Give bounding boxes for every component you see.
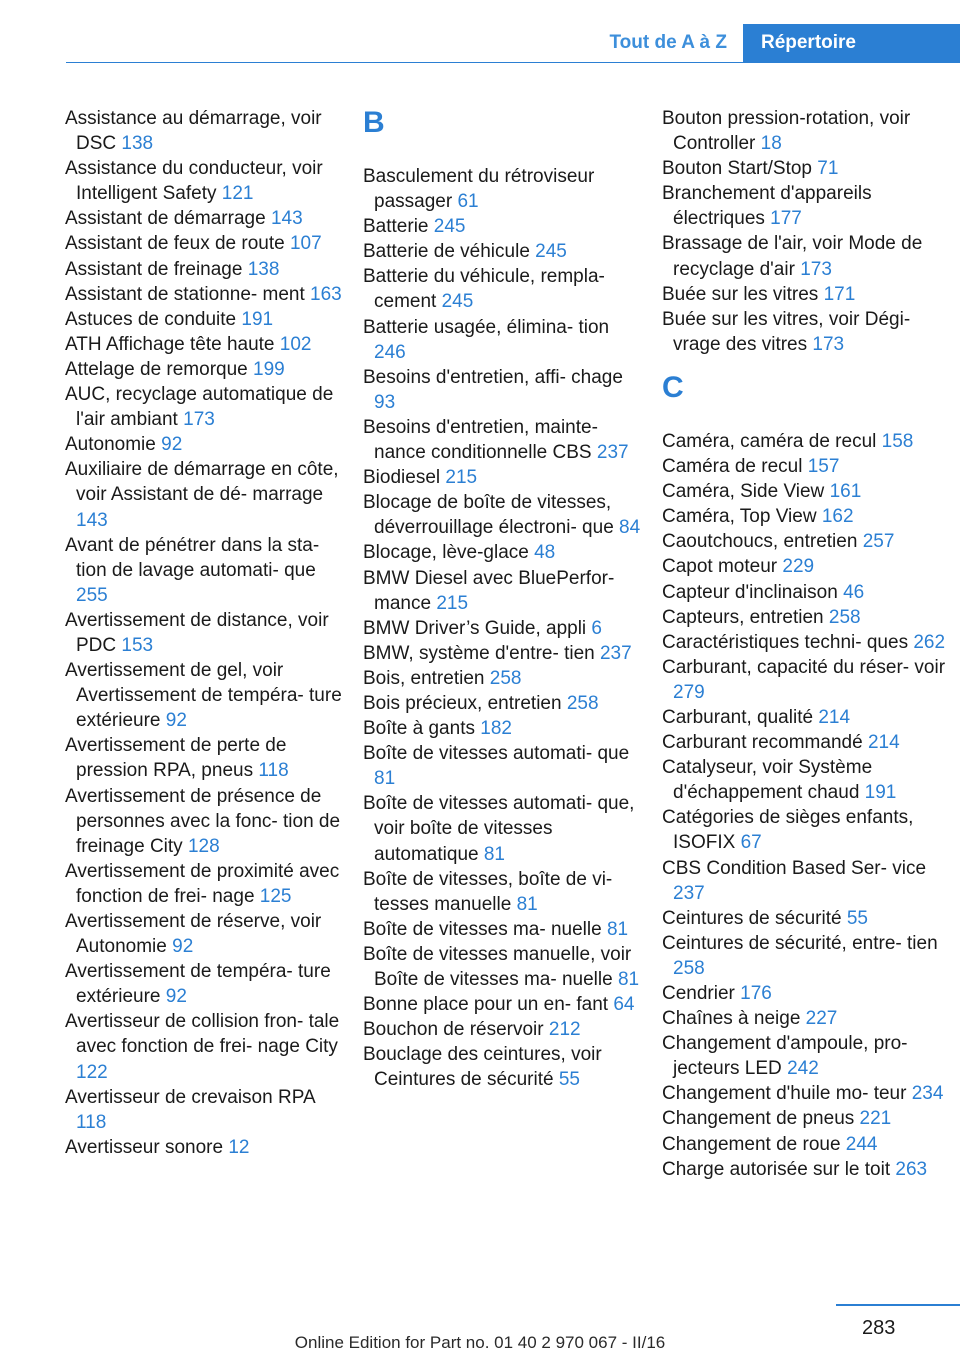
index-entry [65,357,347,382]
entry-text: Bouchon de réservoir [363,1019,544,1041]
entry-page-link[interactable]: 171 [823,283,856,305]
index-entry [363,641,645,666]
entry-page-link[interactable]: 237 [596,442,629,464]
entry-page-link[interactable]: 229 [782,556,815,578]
entry-page-link[interactable]: 246 [374,341,406,363]
entry-text: Ceintures de sécurité, entre‐ tien [662,932,938,954]
index-entry [662,655,952,705]
entry-text: Besoins d'entretien, mainte‐ nance conditionnelle CBS [363,416,598,464]
entry-text: Assistant de feux de route [65,233,285,255]
index-entry [363,867,645,917]
entry-page-link[interactable]: 118 [258,760,289,782]
index-entry [662,1157,952,1182]
entry-page-link[interactable]: 199 [253,358,285,380]
entry-page-link[interactable]: 257 [862,531,895,553]
page-number: 283 [862,1317,896,1339]
entry-text: Assistant de démarrage [65,208,266,230]
index-entry [363,1042,645,1092]
index-entry [363,942,645,992]
entry-page-link[interactable]: 93 [374,391,396,413]
entry-text: Bonne place pour un en‐ fant [363,994,609,1016]
entry-page-link[interactable]: 55 [846,907,868,929]
index-entry [363,716,645,741]
index-column-3 [662,106,952,1182]
entry-text: Blocage, lève-glace [363,542,529,564]
index-entry [65,156,347,206]
entry-page-link[interactable]: 81 [617,969,640,990]
tab-tout-de-a-a-z[interactable]: Tout de A à Z [593,24,743,62]
index-entry [662,856,952,906]
entry-text: Carburant recommandé [662,732,863,754]
index-entry [65,382,347,432]
entry-text: Caractéristiques techni‐ ques [662,631,909,653]
entry-text: Boîte de vitesses, boîte de vi‐ tesses manuelle [363,868,613,915]
entry-page-link[interactable]: 143 [76,509,108,531]
entry-page-link[interactable]: 18 [760,133,782,155]
index-entry [662,805,952,855]
section-c-entries [662,429,952,1182]
entry-page-link[interactable]: 234 [911,1083,944,1105]
entry-page-link[interactable]: 102 [279,333,312,355]
index-column-2 [363,106,645,1092]
index-entry [65,206,347,231]
page-header [593,24,960,62]
entry-text: Caméra, Top View [662,506,817,528]
entry-page-link[interactable]: 107 [289,233,322,255]
section-letter-b: B [363,106,385,139]
entry-text: Avertissement de distance, voir PDC [65,609,329,656]
index-entry [662,504,952,529]
entry-page-link[interactable]: 92 [172,936,194,958]
section-b-continued-entries [662,106,952,357]
index-entry [65,106,347,156]
index-entry [662,454,952,479]
index-entry [65,909,347,959]
entry-text: Bouclage des ceintures, voir Ceintures de sécurité [363,1044,602,1091]
entry-page-link[interactable]: 81 [606,918,629,940]
entry-text: Assistance du conducteur, voir Intelligent Safety [65,158,323,205]
index-entry [363,465,645,490]
entry-page-link[interactable]: 48 [534,542,556,564]
entry-page-link[interactable]: 12 [228,1136,250,1158]
index-entry [363,264,645,314]
entry-text: Batterie du véhicule, rempla‐ cement [363,266,605,313]
entry-page-link[interactable]: 214 [867,732,900,754]
entry-page-link[interactable]: 163 [310,283,342,305]
entry-page-link[interactable]: 161 [829,481,862,503]
entry-page-link[interactable]: 71 [817,158,839,180]
entry-page-link[interactable]: 176 [740,983,772,1004]
index-entry [662,156,952,181]
entry-text: Avertissement de proximité avec fonction de frei‐ nage [65,860,340,907]
entry-page-link[interactable]: 61 [457,191,479,213]
entry-page-link[interactable]: 212 [548,1019,581,1041]
entry-text: BMW Diesel avec BluePerfor‐ mance [363,567,615,614]
entry-text: Biodiesel [363,467,441,489]
entry-page-link[interactable]: 158 [881,430,914,452]
index-entry [363,691,645,716]
index-entry [363,490,645,540]
section-letter-c: C [662,370,684,404]
entry-text: Cendrier [662,983,735,1004]
entry-text: Caméra de recul [662,456,803,478]
entry-page-link[interactable]: 258 [828,606,861,628]
entry-text: Bouton Start/Stop [662,158,812,180]
entry-page-link[interactable]: 128 [187,835,220,857]
entry-text: Avertissement de présence de personnes avec la fonc‐ tion de freinage City [65,785,341,857]
index-entry [363,365,645,415]
index-entry [662,429,952,454]
index-entry [662,605,952,630]
entry-page-link[interactable]: 258 [673,957,705,979]
entry-page-link[interactable]: 92 [161,434,183,456]
header-divider [66,62,960,63]
entry-text: Boîte de vitesses automati‐ que, voir boîte de vitesses automatique [363,793,635,865]
entry-text: Caméra, Side View [662,481,825,503]
index-entry [65,231,347,256]
entry-page-link[interactable]: 245 [535,241,567,263]
entry-text: Caoutchoucs, entretien [662,531,858,553]
index-entry [662,1106,952,1131]
index-entry [662,282,952,307]
entry-page-link[interactable]: 81 [483,843,505,865]
entry-text: Ceintures de sécurité [662,907,842,929]
index-entry [65,257,347,282]
entry-page-link[interactable]: 173 [183,409,215,431]
entry-text: Buée sur les vitres, voir Dégi‐ vrage des vitres [662,308,911,355]
entry-text: CBS Condition Based Ser‐ vice [662,857,927,879]
index-entry [65,533,347,608]
entry-page-link[interactable]: 138 [247,258,280,280]
entry-page-link[interactable]: 81 [374,768,396,790]
entry-text: Avertisseur de crevaison RPA [65,1086,315,1108]
entry-page-link[interactable]: 263 [895,1158,928,1180]
index-entry [65,608,347,658]
index-entry [662,755,952,805]
entry-page-link[interactable]: 227 [805,1008,838,1030]
index-entry [662,580,952,605]
entry-page-link[interactable]: 214 [818,706,851,728]
index-entry [662,106,952,156]
entry-page-link[interactable]: 279 [673,681,705,703]
entry-text: Boîte de vitesses manuelle, voir Boîte de vitesses ma‐ nuelle [363,943,632,990]
entry-text: Boîte de vitesses automati‐ que [363,743,630,765]
entry-text: Carburant, qualité [662,706,814,728]
entry-text: BMW Driver’s Guide, appli [363,617,587,639]
entry-page-link[interactable]: 122 [76,1061,108,1083]
entry-text: Catalyseur, voir Système d'échappement chaud [662,757,873,804]
entry-text: Bois précieux, entretien [363,692,562,714]
entry-page-link[interactable]: 84 [619,517,641,539]
index-entry [65,1135,347,1160]
entry-page-link[interactable]: 6 [591,617,602,639]
index-entry [65,733,347,783]
entry-text: Batterie [363,216,429,238]
entry-page-link[interactable]: 258 [489,667,522,689]
entry-page-link[interactable]: 258 [566,692,599,714]
entry-page-link[interactable]: 125 [259,885,292,907]
entry-page-link[interactable]: 143 [270,208,303,230]
entry-text: Bouton pression-rotation, voir Controller [662,108,911,155]
entry-page-link[interactable]: 92 [165,986,187,1008]
entry-text: Avertissement de gel, voir Avertissement de tempéra‐ ture extérieure [65,660,342,732]
index-entry [662,730,952,755]
entry-page-link[interactable]: 215 [445,467,478,489]
entry-page-link[interactable]: 191 [864,782,897,804]
entry-text: Changement d'ampoule, pro‐ jecteurs LED [662,1033,908,1080]
index-entry [65,432,347,457]
index-entry [662,1006,952,1031]
entry-text: Capteur d'inclinaison [662,581,838,603]
entry-text: Chaînes à neige [662,1008,801,1030]
index-entry [662,630,952,655]
entry-page-link[interactable]: 67 [740,832,762,854]
entry-page-link[interactable]: 237 [599,642,632,664]
entry-page-link[interactable]: 162 [821,506,854,528]
entry-text: Avertisseur sonore [65,1136,224,1158]
index-entry [65,1009,347,1084]
index-entry [662,705,952,730]
entry-text: Auxiliaire de démarrage en côte, voir Assistant de dé‐ marrage [65,459,339,506]
index-entry [662,479,952,504]
index-column-1 [65,106,347,1160]
entry-text: Avertissement de tempéra‐ ture extérieure [65,961,331,1008]
entry-text: Avertissement de perte de pression RPA, pneus [65,735,287,782]
entry-text: Astuces de conduite [65,308,237,330]
entry-text: Autonomie [65,434,156,456]
index-entry [65,959,347,1009]
entry-page-link[interactable]: 55 [558,1069,580,1091]
index-entry [363,315,645,365]
entry-text: Changement d'huile mo‐ teur [662,1083,907,1105]
index-entry [662,529,952,554]
entry-page-link[interactable]: 46 [843,581,865,603]
index-entry [363,992,645,1017]
index-entry [662,231,952,281]
entry-text: Brassage de l'air, voir Mode de recyclage d'air [662,233,923,280]
index-entry [363,791,645,866]
entry-page-link[interactable]: 215 [436,592,469,614]
tab-repertoire[interactable]: Répertoire [743,24,960,62]
entry-text: Assistant de stationne‐ ment [65,283,305,305]
index-entry [65,307,347,332]
index-entry [363,917,645,942]
entry-page-link[interactable]: 262 [913,631,946,653]
entry-text: ATH Affichage tête haute [65,333,275,355]
entry-text: Avertisseur de collision fron‐ tale avec fonction de frei‐ nage City [65,1011,340,1058]
entry-text: Assistant de freinage [65,258,243,280]
index-entry [662,1081,952,1106]
footer-edition: Online Edition for Part no. 01 40 2 970 067 - II/16 [294,1333,666,1352]
entry-text: Caméra, caméra de recul [662,430,877,452]
index-entry [363,1017,645,1042]
entry-text: Buée sur les vitres [662,283,819,305]
entry-page-link[interactable]: 191 [241,308,274,330]
entry-text: BMW, système d'entre‐ tien [363,642,595,664]
entry-text: Batterie usagée, élimina‐ tion [363,316,610,338]
index-entry [363,540,645,565]
index-entry [662,181,952,231]
index-entry [363,164,645,214]
entry-page-link[interactable]: 242 [787,1058,819,1080]
index-entry [65,784,347,859]
index-entry [65,332,347,357]
index-entry [65,658,347,733]
entry-text: Basculement du rétroviseur passager [363,166,595,213]
index-entry [65,859,347,909]
entry-page-link[interactable]: 237 [673,882,705,904]
entry-text: Boîte de vitesses ma‐ nuelle [363,918,602,940]
index-entry [363,214,645,239]
entry-text: Changement de roue [662,1133,841,1155]
index-entry [363,415,645,465]
index-entry [662,554,952,579]
entry-page-link[interactable]: 173 [812,333,845,355]
index-entry [363,616,645,641]
index-entry [363,566,645,616]
entry-text: Besoins d'entretien, affi‐ chage [363,366,623,388]
index-entry [662,1031,952,1081]
entry-text: Blocage de boîte de vitesses, déverrouillage électroni‐ que [363,492,614,539]
entry-page-link[interactable]: 92 [165,710,187,732]
entry-text: Assistance au démarrage, voir DSC [65,108,322,155]
entry-page-link[interactable]: 255 [76,584,108,606]
entry-page-link[interactable]: 121 [221,183,254,205]
index-entry [662,1132,952,1157]
entry-text: Batterie de véhicule [363,241,530,263]
entry-page-link[interactable]: 157 [807,456,840,478]
index-entry [363,741,645,791]
entry-text: Avant de pénétrer dans la sta‐ tion de lavage automati‐ que [65,534,320,581]
entry-text: Capot moteur [662,556,778,578]
entry-page-link[interactable]: 153 [121,634,154,656]
entry-text: Branchement d'appareils électriques [662,183,872,230]
index-entry [65,282,347,307]
index-entry [662,931,952,981]
entry-page-link[interactable]: 177 [770,208,802,230]
entry-text: Charge autorisée sur le toit [662,1158,891,1180]
entry-page-link[interactable]: 244 [845,1133,878,1155]
entry-page-link[interactable]: 245 [441,291,474,313]
entry-page-link[interactable]: 221 [859,1108,892,1130]
entry-page-link[interactable]: 173 [800,258,832,280]
index-entry [662,906,952,931]
index-entry [662,981,952,1006]
entry-text: AUC, recyclage automatique de l'air ambiant [65,384,334,431]
entry-text: Avertissement de réserve, voir Autonomie [65,911,322,958]
entry-page-link[interactable]: 81 [516,893,538,915]
entry-text: Bois, entretien [363,667,485,689]
entry-page-link[interactable]: 182 [480,718,512,740]
entry-page-link[interactable]: 138 [121,133,154,155]
index-entry [662,307,952,357]
entry-text: Carburant, capacité du réser‐ voir [662,656,946,678]
entry-page-link[interactable]: 118 [76,1111,107,1133]
index-entry [363,666,645,691]
index-entry [65,457,347,532]
entry-text: Changement de pneus [662,1108,855,1130]
entry-text: Attelage de remorque [65,358,248,380]
entry-text: Catégories de sièges enfants, ISOFIX [662,807,914,854]
index-entry [363,239,645,264]
entry-page-link[interactable]: 64 [613,994,635,1016]
page-number-rule [836,1304,960,1306]
entry-page-link[interactable]: 245 [433,216,466,238]
section-b-entries [363,164,645,1092]
entry-text: Boîte à gants [363,718,475,740]
index-entry [65,1085,347,1135]
entry-text: Capteurs, entretien [662,606,824,628]
